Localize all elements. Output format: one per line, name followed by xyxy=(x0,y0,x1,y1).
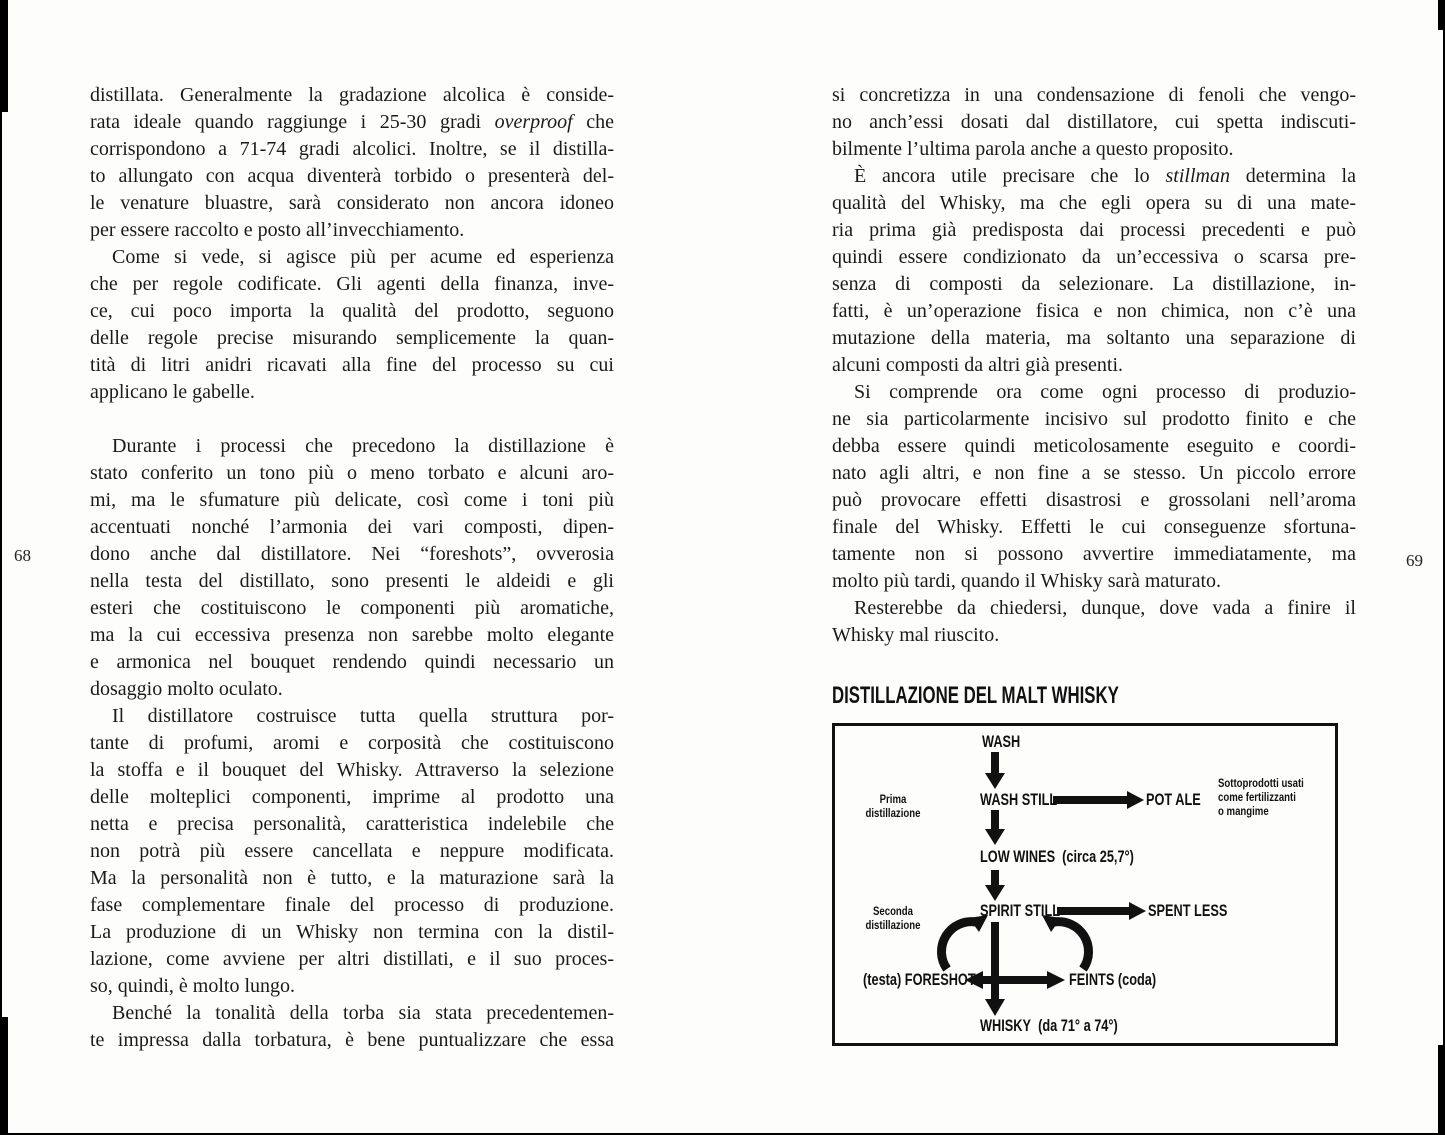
text-line: lazione, come avviene per altri distillati, e il suo proces- xyxy=(90,948,614,970)
text-line: qualità del Whisky, ma che egli opera su di una mate- xyxy=(832,192,1356,214)
label-line: come fertilizzanti xyxy=(1218,790,1296,804)
text-line: corrispondono a 71-74 gradi alcolici. Inoltre, se il distilla- xyxy=(90,138,614,160)
text-line: mutazione della materia, ma soltanto una separazione di xyxy=(832,327,1356,349)
text-line: alcuni composti da altri già presenti. xyxy=(832,354,1124,376)
page-number-left: 68 xyxy=(14,546,31,565)
label-line: o mangime xyxy=(1218,804,1269,818)
text-line: Ma la personalità non è tutto, e la maturazione sarà la xyxy=(90,867,614,889)
text-line: ria prima già predisposta dai processi precedenti e può xyxy=(832,219,1356,241)
text-line: mi, ma le sfumature più delicate, così come i toni più xyxy=(90,489,614,511)
arc-feints-to-spiritstill xyxy=(1042,915,1089,969)
distillation-diagram xyxy=(832,723,1338,1046)
text-line: tità di litri anidri ricavati alla fine del processo su cui xyxy=(90,354,614,376)
text-line: fase complementare finale del processo di produzione. xyxy=(90,894,614,916)
label-first-distillation xyxy=(858,792,928,820)
text-line: applicano le gabelle. xyxy=(90,381,255,403)
text-line: te impressa dalla torbatura, è bene puntualizzare che essa xyxy=(90,1029,614,1051)
paragraph xyxy=(90,433,614,703)
node-wash-still: WASH STILL xyxy=(980,790,1058,809)
text-line: debba essere quindi meticolosamente eseguito e coordi- xyxy=(832,435,1356,457)
text-line: Come si vede, si agisce più per acume ed esperienza xyxy=(112,246,614,268)
text-line: tamente non si possono avvertire immediatamente, ma xyxy=(832,543,1356,565)
arrow-washstill-to-lowwines xyxy=(985,810,1005,845)
arrow-spiritstill-to-whisky xyxy=(985,922,1005,1016)
node-pot-ale: POT ALE xyxy=(1146,790,1201,809)
text-line: nato agli altri, e non fine a se stesso. Un piccolo errore xyxy=(832,462,1356,484)
text-line: finale del Whisky. Effetti le cui conseguenze sfortuna- xyxy=(832,516,1356,538)
text-line: Si comprende ora come ogni processo di produzio- xyxy=(854,381,1356,403)
node-wash: WASH xyxy=(982,732,1021,751)
text-line: È ancora utile precisare che lo stillman determina la xyxy=(854,165,1356,187)
text-line: to allungato con acqua diventerà torbido o presenterà del- xyxy=(90,165,614,187)
label-byproducts xyxy=(1218,776,1308,818)
text-line: stato conferito un tono più o meno torbato e alcuni aro- xyxy=(90,462,614,484)
scan-corner-bottom-left xyxy=(0,1017,8,1135)
diagram-title: DISTILLAZIONE DEL MALT WHISKY xyxy=(832,682,1119,709)
scan-corner-bottom-right xyxy=(1438,1045,1445,1135)
text-line: può provocare effetti disastrosi e grossolani nell’aroma xyxy=(832,489,1356,511)
text-line: tante di profumi, aromi e corposità che costituiscono xyxy=(90,732,614,754)
paragraph xyxy=(90,244,614,406)
label-line: Sottoprodotti usati xyxy=(1218,776,1304,790)
text-line: le venature bluastre, sarà considerato non ancora idoneo xyxy=(90,192,614,214)
text-line: accentuati nonché l’armonia dei vari composti, dipen- xyxy=(90,516,614,538)
node-whisky: WHISKY (da 71° a 74°) xyxy=(980,1016,1118,1035)
arrow-lowwines-to-spiritstill xyxy=(985,870,1005,901)
text-line: ne sia particolarmente incisivo sul prodotto finito e che xyxy=(832,408,1356,430)
node-spirit-still: SPIRIT STILL xyxy=(980,901,1061,920)
text-line: so, quindi, è molto lungo. xyxy=(90,975,295,997)
scan-edge-left xyxy=(0,0,2,1135)
text-line: fatti, è un’operazione fisica e non chimica, non c’è una xyxy=(832,300,1356,322)
node-feints: FEINTS (coda) xyxy=(1069,970,1157,989)
text-line: rata ideale quando raggiunge i 25-30 gradi overproof che xyxy=(90,111,614,133)
text-line: La produzione di un Whisky non termina con la distil- xyxy=(90,921,614,943)
text-line: quindi essere condizionato da un’eccessiva o scarsa pre- xyxy=(832,246,1356,268)
node-foreshot: (testa) FORESHOT xyxy=(863,970,976,989)
text-line: Benché la tonalità della torba sia stata precedentemen- xyxy=(112,1002,614,1024)
paragraph xyxy=(90,82,614,244)
node-spent-less: SPENT LESS xyxy=(1148,901,1228,920)
arrow-washstill-to-potale xyxy=(1053,791,1144,809)
arrow-foreshot-feints-double xyxy=(965,971,1065,989)
paragraph xyxy=(832,595,1356,649)
node-low-wines: LOW WINES (circa 25,7°) xyxy=(980,847,1134,866)
paragraph xyxy=(832,163,1356,379)
paragraph xyxy=(90,1000,614,1054)
text-line: per essere raccolto e posto all’invecchiamento. xyxy=(90,219,465,241)
label-line: Prima xyxy=(879,792,907,806)
text-line: no anch’essi dosati dal distillatore, cui spetta indiscuti- xyxy=(832,111,1356,133)
text-line: dono anche dal distillatore. Nei “foreshots”, ovverosia xyxy=(90,543,614,565)
scan-corner-top-right xyxy=(1438,0,1445,30)
label-line: distillazione xyxy=(865,806,921,820)
text-line: dosaggio molto oculato. xyxy=(90,678,283,700)
text-line: e armonica nel bouquet rendendo quindi necessario un xyxy=(90,651,614,673)
right-page-text xyxy=(832,82,1356,1046)
text-line: Durante i processi che precedono la distillazione è xyxy=(112,435,614,457)
text-line: si concretizza in una condensazione di fenoli che vengo- xyxy=(832,84,1356,106)
text-line: delle molteplici componenti, imprime al prodotto una xyxy=(90,786,614,808)
text-line: delle regole precise misurando semplicemente la quan- xyxy=(90,327,614,349)
page-number-right: 69 xyxy=(1406,551,1423,570)
paragraph xyxy=(832,82,1356,163)
label-second-distillation xyxy=(858,904,928,932)
text-line: Whisky mal riuscito. xyxy=(832,624,1000,646)
paragraph xyxy=(90,703,614,1000)
paragraph xyxy=(832,379,1356,595)
arc-foreshot-to-spiritstill xyxy=(941,915,988,969)
text-line: distillata. Generalmente la gradazione alcolica è conside- xyxy=(90,84,614,106)
text-line: non potrà più essere cancellata e neppure modificata. xyxy=(90,840,614,862)
label-line: distillazione xyxy=(865,918,921,932)
flow-arrows xyxy=(835,726,1335,1043)
scan-corner-top-left xyxy=(0,0,8,112)
text-line: molto più tardi, quando il Whisky sarà maturato. xyxy=(832,570,1222,592)
arrow-spiritstill-to-spentless xyxy=(1057,902,1146,920)
arrow-wash-to-washstill xyxy=(985,752,1005,789)
text-line: Resterebbe da chiedersi, dunque, dove vada a finire il xyxy=(854,597,1356,619)
text-line: netta e precisa personalità, caratteristica indelebile che xyxy=(90,813,614,835)
left-page-text xyxy=(90,82,614,1054)
label-line: Seconda xyxy=(872,904,913,918)
text-line: la stoffa e il bouquet del Whisky. Attraverso la selezione xyxy=(90,759,614,781)
text-line: esteri che costituiscono le componenti più aromatiche, xyxy=(90,597,614,619)
text-line: che per regole codificate. Gli agenti della finanza, inve- xyxy=(90,273,614,295)
text-line: senza di composti da selezionare. La distillazione, in- xyxy=(832,273,1356,295)
text-line: ma la cui eccessiva presenza non sarebbe molto elegante xyxy=(90,624,614,646)
text-line: bilmente l’ultima parola anche a questo proposito. xyxy=(832,138,1234,160)
text-line: nella testa del distillato, sono presenti le aldeidi e gli xyxy=(90,570,614,592)
text-line: Il distillatore costruisce tutta quella struttura por- xyxy=(112,705,614,727)
text-line: ce, cui poco importa la qualità del prodotto, seguono xyxy=(90,300,614,322)
